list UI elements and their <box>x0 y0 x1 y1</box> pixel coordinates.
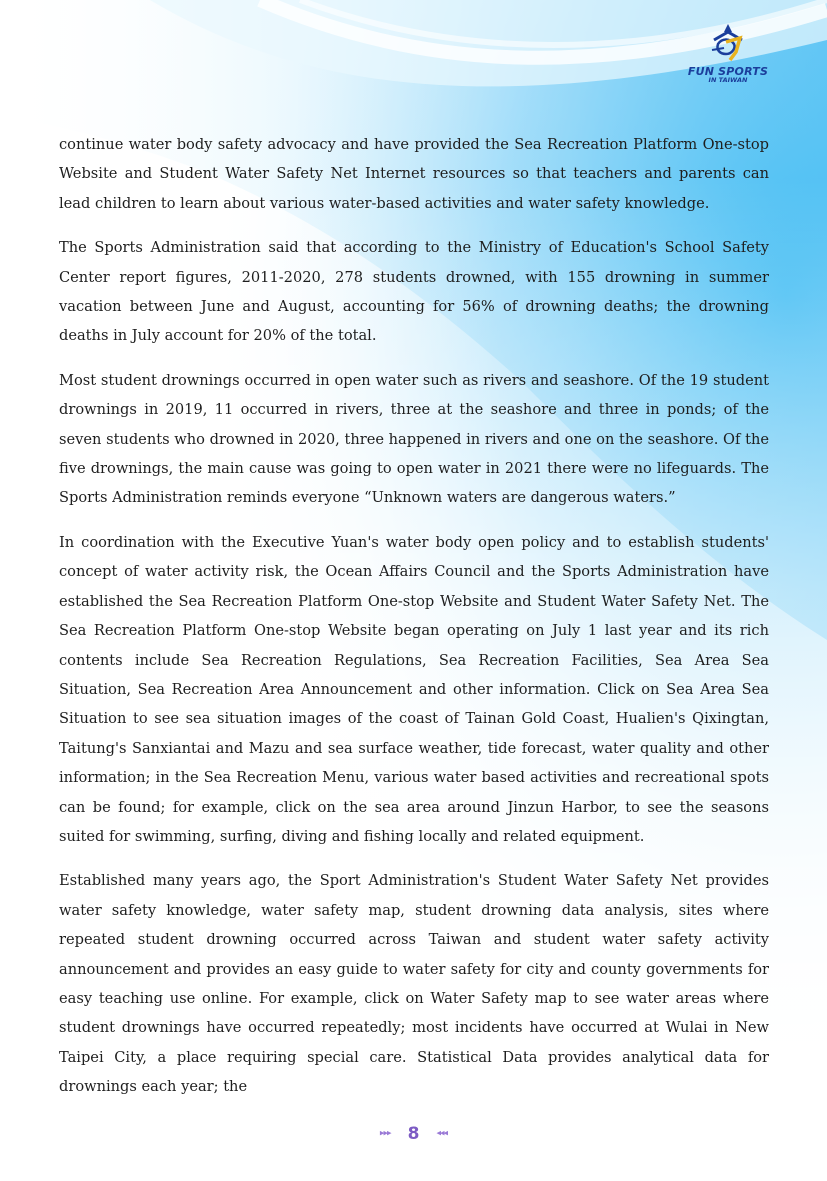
paragraph: The Sports Administration said that according to the Ministry of Education's School Safety Center report figures, 2011-2020, 278 students drowned, with 155 drowning in summer vacation between June and August, accounting for 56% of drowning deaths; the drowning deaths in July account for 20% of the total. <box>59 239 769 345</box>
right-arrows-icon: ▸▸▸ <box>379 1128 391 1139</box>
logo-subtitle: IN TAIWAN <box>708 76 748 84</box>
fun-sports-logo <box>686 22 770 92</box>
fun-sports-logo-icon <box>706 22 750 66</box>
paragraph: continue water body safety advocacy and have provided the Sea Recreation Platform One-stop Website and Student Water Safety Net Internet resources so that teachers and parents can lead children to learn about various water-based activities and water safety knowledge. <box>59 136 769 212</box>
article-body <box>59 130 769 1117</box>
left-arrows-icon: ◂◂◂ <box>436 1128 448 1139</box>
page-number: 8 <box>407 1123 420 1144</box>
page-indicator <box>0 1123 827 1144</box>
paragraph: In coordination with the Executive Yuan's water body open policy and to establish students' concept of water activity risk, the Ocean Affairs Council and the Sports Administration have established the Sea Recreation Platform One-stop Website and Student Water Safety Net. The Sea Recreation Platform One-stop Website began operating on July 1 last year and its rich contents include Sea Recreation Regulations, Sea Recreation Facilities, Sea Area Sea Situation, Sea Recreation Area Announcement and other information. Click on Sea Area Sea Situation to see sea situation images of the coast of Tainan Gold Coast, Hualien's Qixingtan, Taitung's Sanxiantai and Mazu and sea surface weather, tide forecast, water quality and other information; in the Sea Recreation Menu, various water based activities and recreational spots can be found; for example, click on the sea area around Jinzun Harbor, to see the seasons suited for swimming, surfing, diving and fishing locally and related equipment. <box>59 533 769 845</box>
paragraph: Established many years ago, the Sport Administration's Student Water Safety Net provides water safety knowledge, water safety map, student drowning data analysis, sites where repeated student drowning occurred across Taiwan and student water safety activity announcement and provides an easy guide to water safety for city and county governments for easy teaching use online. For example, click on Water Safety map to see water areas where student drownings have occurred repeatedly; most incidents have occurred at Wulai in New Taipei City, a place requiring special care. Statistical Data provides analytical data for drownings each year; the <box>59 872 769 1096</box>
paragraph: Most student drownings occurred in open water such as rivers and seashore. Of the 19 student drownings in 2019, 11 occurred in rivers, three at the seashore and three in ponds; of the seven students who drowned in 2020, three happened in rivers and one on the seashore. Of the five drownings, the main cause was going to open water in 2021 there were no lifeguards. The Sports Administration reminds everyone “Unknown waters are dangerous waters.” <box>59 371 769 507</box>
logo-title: FUN SPORTS <box>687 65 769 78</box>
